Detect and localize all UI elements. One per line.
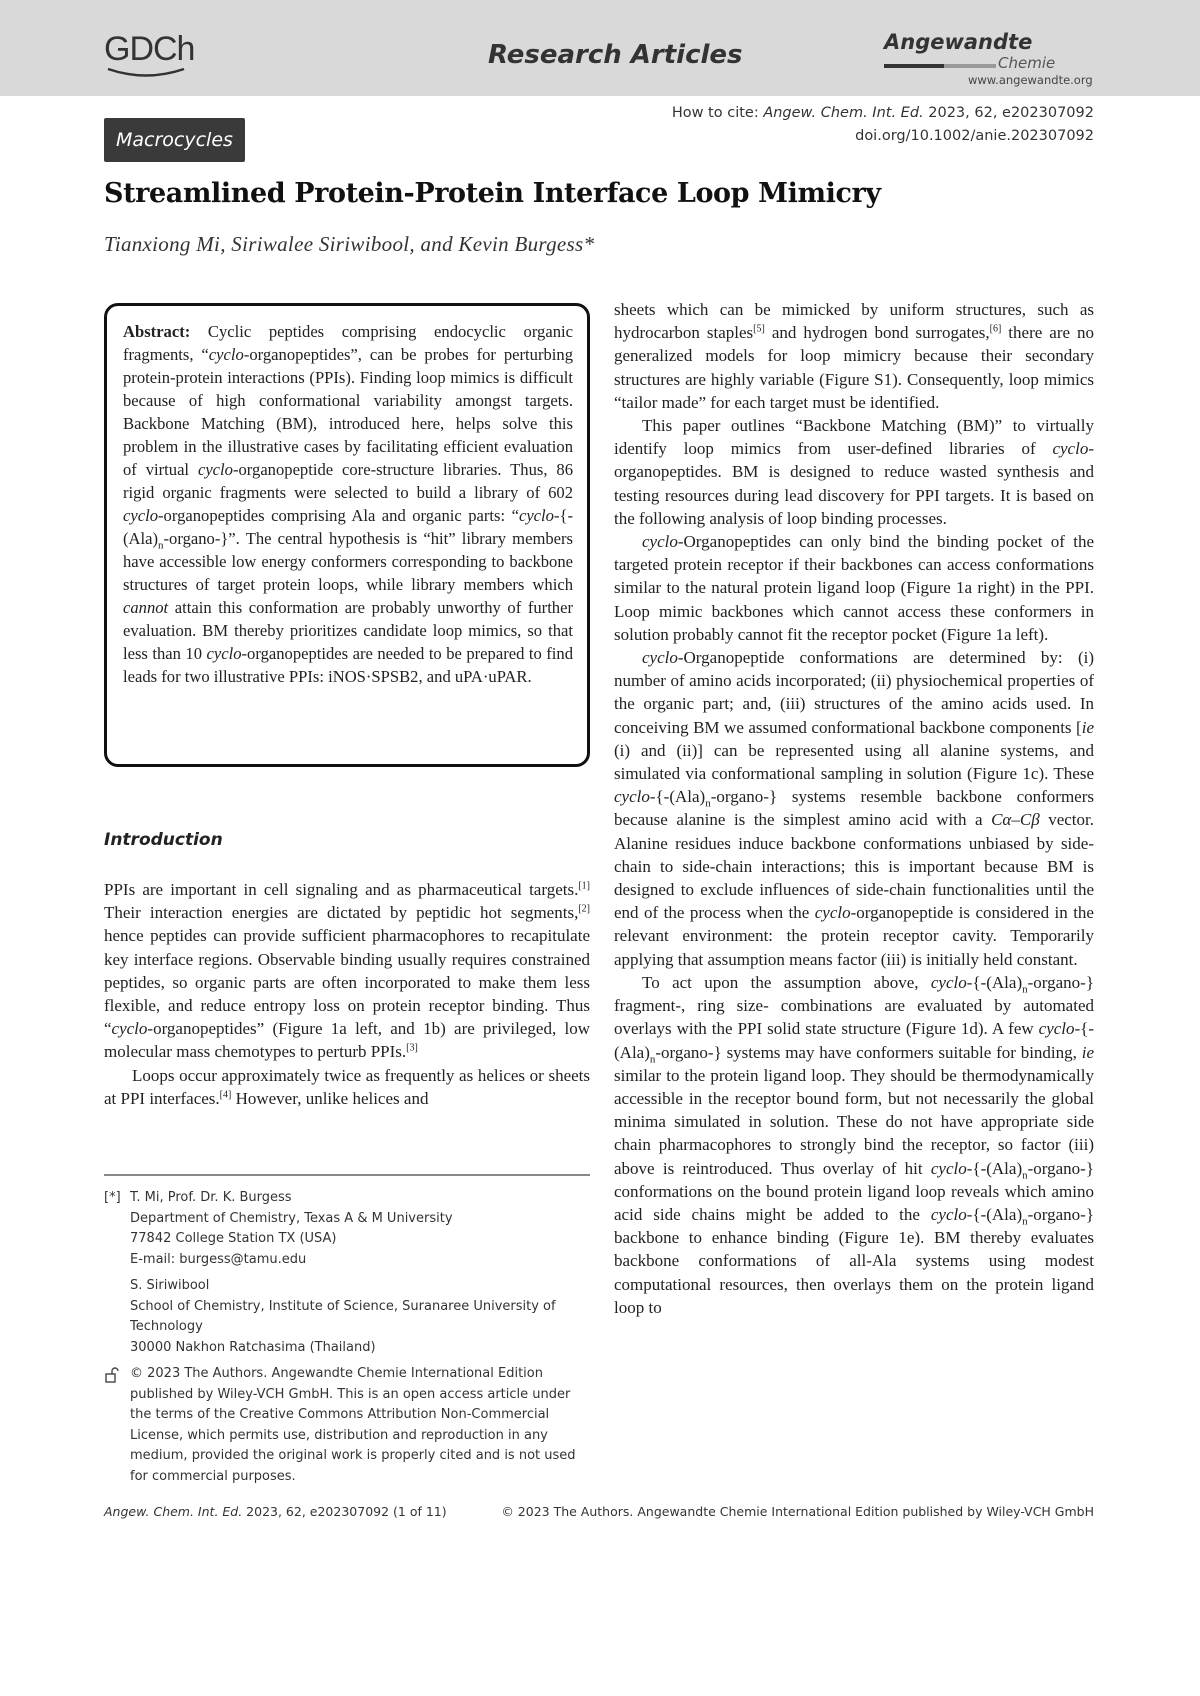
- article-title: Streamlined Protein-Protein Interface Loop Mimicry: [104, 178, 881, 209]
- affiliation-names: S. Siriwibool: [130, 1278, 210, 1293]
- body-paragraph-1: sheets which can be mimicked by uniform structures, such as hydrocarbon staples[5] and hydrogen bond surrogates,[6] there are no generalized models for loop mimicry because their secondary structures are highly variable (Figure S1). Consequently, loop mimics “tailor made” for each target must be identified.: [614, 300, 1095, 412]
- ref-link[interactable]: [5]: [753, 323, 765, 335]
- license-text: © 2023 The Authors. Angewandte Chemie International Edition published by Wiley-VCH GmbH. This is an open access article under the terms of the Creative Commons Attribution Non-Commercial License, which permits use, distribution and reproduction in any medium, provided the original work is properly cited and is not used for commercial purposes.: [130, 1366, 576, 1484]
- body-paragraph-5: To act upon the assumption above, cyclo-$\{-(Ala)_n-organo-\}$ fragment-, ring size- combinations are evaluated by automated overlays with the PPI solid state structure (Figure 1d). A few cyclo-$\{-(Ala)_n-organo-\}$ systems may have conformers suitable for binding, ie similar to the protein ligand loop. They should be thermodynamically accessible in the receptor bound form, but not necessarily the global minima simulated in solution. These do not have appropriate side chain pharmacophores to strongly bind the receptor, so factor (iii) above is reintroduced. Thus overlay of hit cyclo-$\{-(Ala)_n-organo-\}$ conformations on the bound protein ligand loop reveals which amino acid side chains might be added to the cyclo-$\{-(Ala)_n-organo-\}$ backbone to enhance binding (Figure 1e). BM thereby evaluates backbone conformations of all-Ala systems using modest computational resources, then overlays them on the protein ligand loop to: [614, 972, 1094, 1317]
- ref-link[interactable]: [6]: [989, 323, 1002, 335]
- corresponding-email[interactable]: E-mail: burgess@tamu.edu: [130, 1251, 307, 1267]
- ref-link[interactable]: [2]: [578, 903, 590, 915]
- footnote-divider: [104, 1174, 590, 1176]
- abstract-text: Abstract: Cyclic peptides comprising endocyclic organic fragments, “cyclo-organopeptides”, can be probes for perturbing protein-protein interactions (PPIs). Finding loop mimics is difficult because of high conformational variability amongst targets. Backbone Matching (BM), introduced here, helps solve this problem in the illustrative cases by facilitating efficient evaluation of virtual cyclo-organopeptide core-structure libraries. Thus, 86 rigid organic fragments were selected to build a library of 602 cyclo-organopeptides comprising Ala and organic parts: “$cyclo-\{-(Ala)_n-organo-\}$”. The central hypothesis is “hit” library members have accessible low energy conformers corresponding to backbone structures of target protein loops, while library members which cannot attain this conformation are probably unworthy of further evaluation. BM thereby prioritizes candidate loop mimics, so that less than 10 cyclo-organopeptides are needed to be prepared to find leads for two illustrative PPIs: iNOS·SPSB2, and uPA·uPAR.: [123, 322, 574, 686]
- abstract-box: [104, 303, 590, 767]
- affiliation-dept: School of Chemistry, Institute of Science, Suranaree University of Technology: [130, 1298, 556, 1334]
- angewandte-logo[interactable]: [884, 30, 1096, 92]
- footer-pages: 2023, 62, e202307092 (1 of 11): [242, 1504, 447, 1519]
- body-paragraph-3: cyclo-Organopeptides can only bind the binding pocket of the targeted protein receptor if their backbones can access conformations similar to the natural protein ligand loop (Figure 1a right) in the PPI. Loop mimic backbones which cannot access these conformers in solution probably cannot fit the receptor pocket (Figure 1a left).: [614, 532, 1094, 644]
- how-to-cite: [672, 102, 1094, 125]
- affiliation-address: 77842 College Station TX (USA): [130, 1231, 337, 1246]
- journal-logo-bar-icon: [884, 63, 996, 69]
- affiliation-dept: Department of Chemistry, Texas A & M University: [130, 1210, 453, 1226]
- page-footer-citation: [104, 1504, 447, 1519]
- left-column-body: [104, 878, 590, 1110]
- author-list: Tianxiong Mi, Siriwalee Siriwibool, and Kevin Burgess*: [104, 232, 595, 256]
- page-footer-copyright: © 2023 The Authors. Angewandte Chemie International Edition published by Wiley-VCH GmbH: [501, 1504, 1094, 1519]
- body-paragraph-2: This paper outlines “Backbone Matching (BM)” to virtually identify loop mimics from user-defined libraries of cyclo-organopeptides. BM is designed to reduce wasted synthesis and testing resources during lead discovery for PPI targets. It is based on the following analysis of loop binding processes.: [614, 416, 1094, 528]
- cite-journal: Angew. Chem. Int. Ed.: [763, 105, 924, 121]
- affiliation-1: [104, 1188, 590, 1358]
- gdch-swoosh-icon: [106, 66, 186, 80]
- affiliation-footnotes: [104, 1188, 590, 1487]
- journal-logo-sub: Chemie: [998, 54, 1056, 72]
- journal-url[interactable]: www.angewandte.org: [968, 73, 1093, 87]
- intro-paragraph-1: PPIs are important in cell signaling and as pharmaceutical targets.[1] Their interaction energies are dictated by peptidic hot segments,[2] hence peptides can provide sufficient pharmacophores to recapitulate key interface regions. Observable binding usually requires constrained peptides, so organic parts are often incorporated to make them less flexible, and reduce entropy loss on protein receptor binding. Thus “cyclo-organopeptides” (Figure 1a left, and 1b) are privileged, low molecular mass chemotypes to perturb PPIs.[3]: [104, 880, 590, 1062]
- cite-rest: 2023, 62, e202307092: [923, 105, 1094, 121]
- category-badge: Macrocycles: [104, 118, 245, 162]
- license-note: [104, 1364, 590, 1487]
- body-paragraph-4: cyclo-Organopeptide conformations are determined by: (i) number of amino acids incorporated; (ii) physiochemical properties of the organic part; and, (iii) structures of the amino acids used. In conceiving BM we assumed conformational backbone components [ie (i) and (ii)] can be represented using all alanine systems, and simulated via conformational sampling in solution (Figure 1c). These cyclo-$\{-(Ala)_n-organo-\}$ systems resemble backbone conformers because alanine is the simplest amino acid with a Cα–Cβ vector. Alanine residues induce backbone conformations unbiased by side-chain to side-chain interactions; this is important because BM is designed to exclude influences of side-chain functionalities until the end of the process when the cyclo-organopeptide is considered in the relevant environment: the protein receptor cavity. Temporarily applying that assumption means factor (iii) is initially held constant.: [614, 648, 1094, 969]
- intro-paragraph-2: Loops occur approximately twice as frequently as helices or sheets at PPI interfaces.[4] However, unlike helices and: [104, 1065, 590, 1108]
- footer-journal: Angew. Chem. Int. Ed.: [104, 1504, 243, 1519]
- ref-link[interactable]: [1]: [578, 880, 590, 892]
- affiliation-names: T. Mi, Prof. Dr. K. Burgess: [130, 1190, 292, 1205]
- footnote-mark: [*]: [104, 1190, 121, 1205]
- ref-link[interactable]: [4]: [219, 1089, 232, 1101]
- citation-block: [672, 102, 1094, 148]
- affiliation-address: 30000 Nakhon Ratchasima (Thailand): [130, 1339, 376, 1355]
- open-access-lock-icon: [104, 1364, 130, 1487]
- doi-link[interactable]: doi.org/10.1002/anie.202307092: [855, 128, 1094, 144]
- section-label: Research Articles: [488, 40, 743, 70]
- right-column-body: [614, 298, 1094, 1319]
- introduction-heading: Introduction: [104, 830, 223, 850]
- cite-prefix: How to cite:: [671, 105, 764, 121]
- journal-logo-title: Angewandte: [884, 30, 1033, 54]
- gdch-logo: GDCh: [104, 30, 195, 68]
- ref-link[interactable]: [3]: [406, 1042, 418, 1054]
